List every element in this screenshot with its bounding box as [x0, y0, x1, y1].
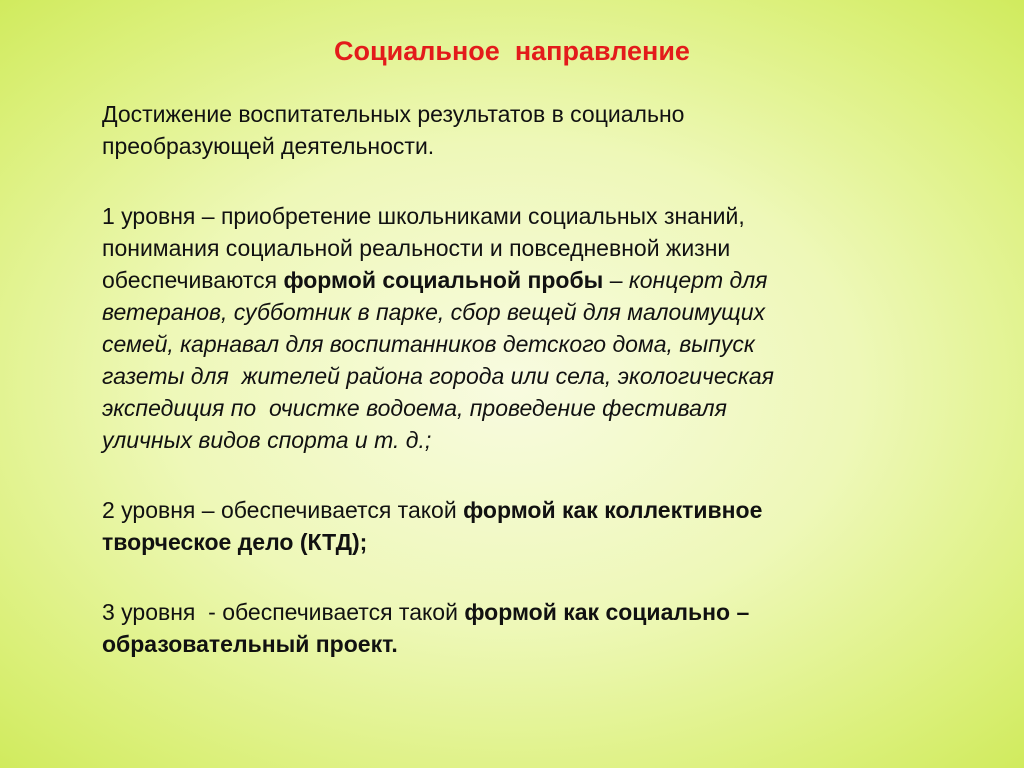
level1-line: понимания социальной реальности и повседневной жизни — [102, 235, 731, 261]
intro-line: преобразующей деятельности. — [102, 133, 435, 159]
level1-italic-line: уличных видов спорта и т. д.; — [102, 427, 432, 453]
slide-content — [102, 98, 962, 698]
intro-line: Достижение воспитательных результатов в социально — [102, 101, 685, 127]
slide-title: Социальное направление — [334, 36, 690, 66]
level2-bold-text: формой как коллективное — [463, 497, 763, 523]
level2-bold-line: творческое дело (КТД); — [102, 529, 368, 555]
level2-plain-text: 2 уровня – обеспечивается такой — [102, 497, 464, 523]
level1-italic-line: семей, карнавал для воспитанников детского дома, выпуск — [102, 331, 755, 357]
level1-bold-text: формой социальной пробы — [283, 267, 604, 293]
level1-italic-line: газеты для жителей района города или села, экологическая — [102, 363, 774, 389]
level1-italic-text: концерт для — [628, 267, 768, 293]
level1-paragraph — [102, 200, 962, 456]
intro-paragraph — [102, 98, 962, 162]
level1-italic-line: ветеранов, субботник в парке, сбор вещей для малоимущих — [102, 299, 765, 325]
level1-dash: – — [603, 267, 629, 293]
level3-bold-text: формой как социально – — [464, 599, 750, 625]
level1-line: 1 уровня – приобретение школьниками социальных знаний, — [102, 203, 745, 229]
level2-line — [102, 494, 962, 526]
level1-italic-line: экспедиция по очистке водоема, проведение фестиваля — [102, 395, 727, 421]
level1-line — [102, 264, 962, 296]
level3-paragraph — [102, 596, 962, 660]
level3-plain-text: 3 уровня - обеспечивается такой — [102, 599, 465, 625]
level3-line — [102, 596, 962, 628]
level1-plain-text: обеспечиваются — [102, 267, 284, 293]
level3-bold-line: образовательный проект. — [102, 631, 398, 657]
level2-paragraph — [102, 494, 962, 558]
